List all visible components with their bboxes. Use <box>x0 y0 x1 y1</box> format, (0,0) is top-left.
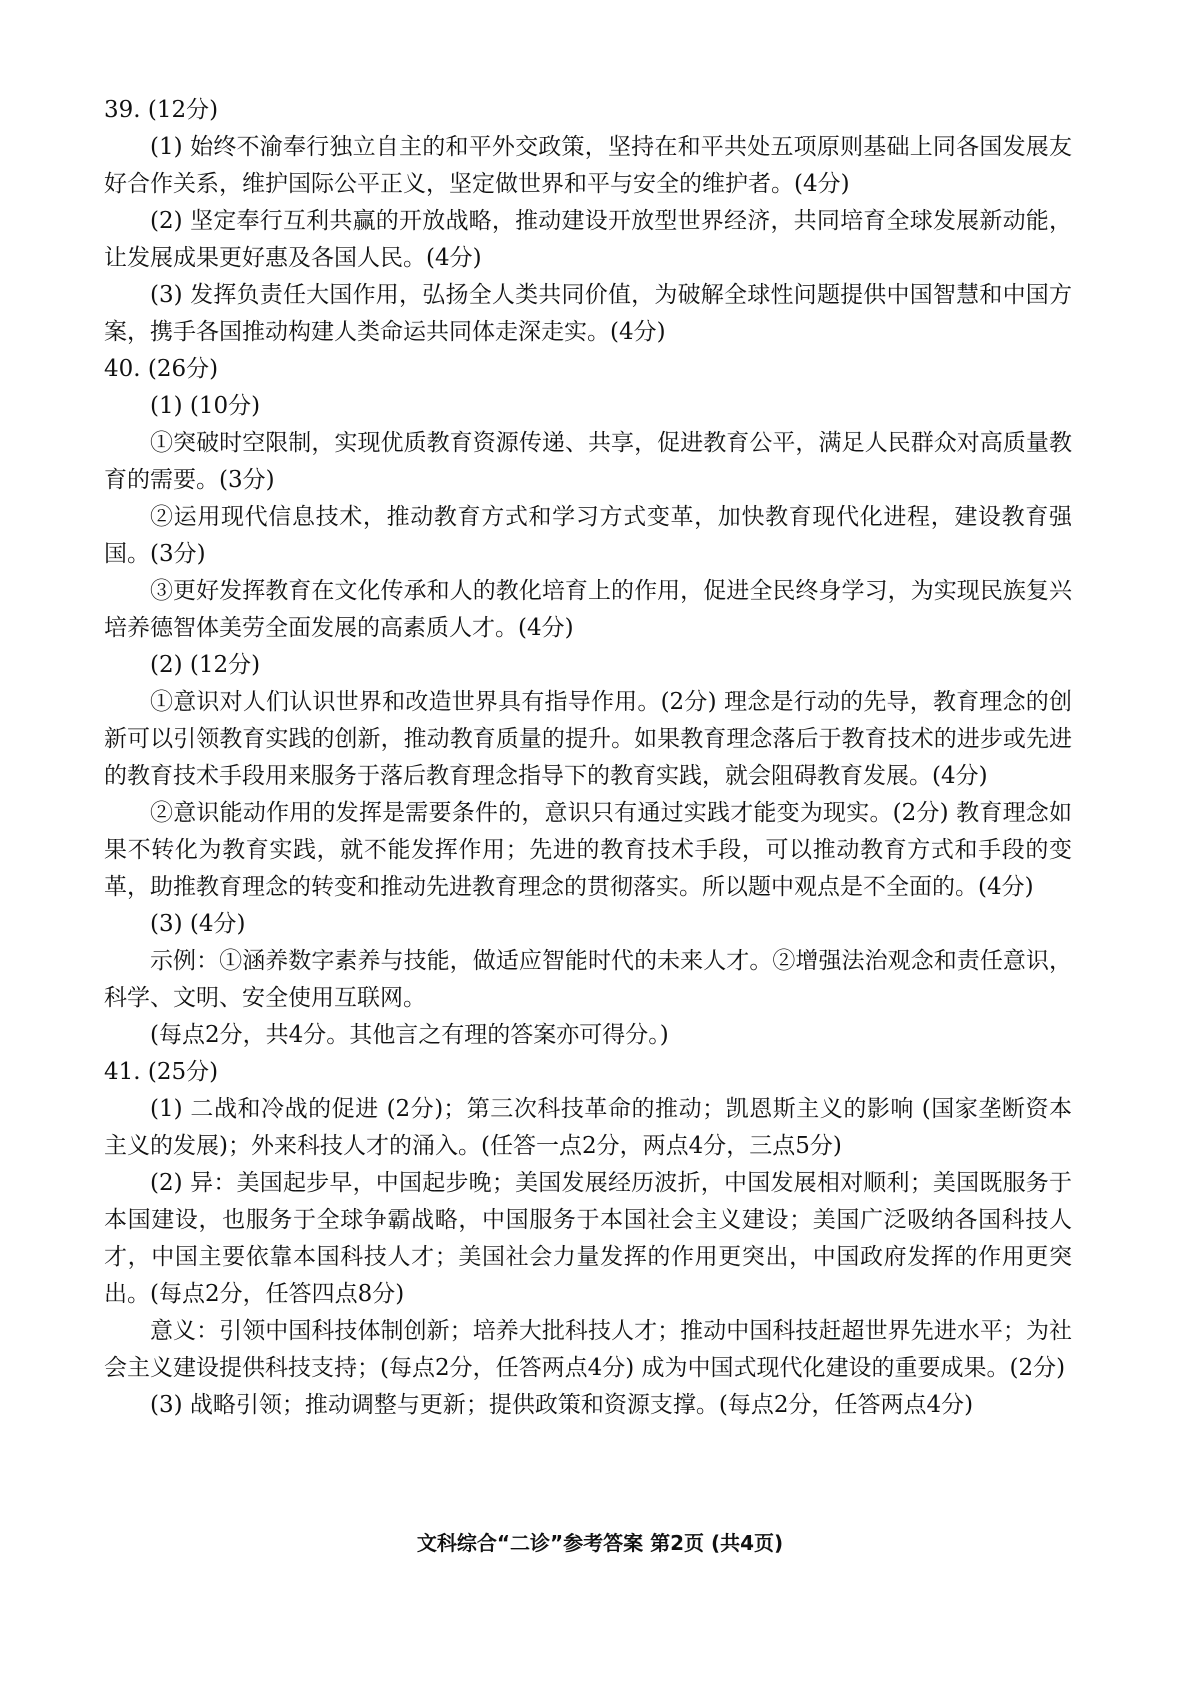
page-footer: 文科综合“二诊”参考答案 第2页 (共4页) <box>416 1531 784 1555</box>
q40-sub3-example: 示例：①涵养数字素养与技能，做适应智能时代的未来人才。②增强法治观念和责任意识，科学、文明、安全使用互联网。 <box>104 948 1072 1011</box>
q40-sub3-heading: (3) (4分) <box>150 911 246 937</box>
q39-answer-1: (1) 始终不渝奉行独立自主的和平外交政策，坚持在和平共处五项原则基础上同各国发展友好合作关系，维护国际公平正义，坚定做世界和平与安全的维护者。(4分) <box>104 134 1072 197</box>
q40-sub1-point-1: ①突破时空限制，实现优质教育资源传递、共享，促进教育公平，满足人民群众对高质量教育的需要。(3分) <box>104 430 1072 493</box>
q41-answer-1: (1) 二战和冷战的促进 (2分)；第三次科技革命的推动；凯恩斯主义的影响 (国家垄断资本主义的发展)；外来科技人才的涌入。(任答一点2分，两点4分，三点5分) <box>104 1096 1072 1159</box>
q39-heading: 39. (12分) <box>104 97 219 123</box>
q40-sub1-point-3: ③更好发挥教育在文化传承和人的教化培育上的作用，促进全民终身学习，为实现民族复兴培养德智体美劳全面发展的高素质人才。(4分) <box>104 578 1072 641</box>
q40-sub2-point-1: ①意识对人们认识世界和改造世界具有指导作用。(2分) 理念是行动的先导，教育理念的创新可以引领教育实践的创新，推动教育质量的提升。如果教育理念落后于教育技术的进步或先进的教育技术手段用来服务于落后教育理念指导下的教育实践，就会阻碍教育发展。(4分) <box>104 689 1072 789</box>
q39-answer-2: (2) 坚定奉行互利共赢的开放战略，推动建设开放型世界经济，共同培育全球发展新动能，让发展成果更好惠及各国人民。(4分) <box>104 208 1072 271</box>
q40-sub3-scoring-note: (每点2分，共4分。其他言之有理的答案亦可得分。) <box>150 1022 669 1048</box>
q39-answer-3: (3) 发挥负责任大国作用，弘扬全人类共同价值，为破解全球性问题提供中国智慧和中国方案，携手各国推动构建人类命运共同体走深走实。(4分) <box>104 282 1072 345</box>
q41-answer-3: (3) 战略引领；推动调整与更新；提供政策和资源支撑。(每点2分，任答两点4分) <box>150 1392 974 1418</box>
q40-sub1-point-2: ②运用现代信息技术，推动教育方式和学习方式变革，加快教育现代化进程，建设教育强国。(3分) <box>104 504 1072 567</box>
q40-sub1-heading: (1) (10分) <box>150 393 261 419</box>
q41-heading: 41. (25分) <box>104 1059 219 1085</box>
q40-sub2-point-2: ②意识能动作用的发挥是需要条件的，意识只有通过实践才能变为现实。(2分) 教育理念如果不转化为教育实践，就不能发挥作用；先进的教育技术手段，可以推动教育方式和手段的变革，助推教育理念的转变和推动先进教育理念的贯彻落实。所以题中观点是不全面的。(4分) <box>104 800 1073 900</box>
q40-sub2-heading: (2) (12分) <box>150 652 261 678</box>
q41-significance: 意义：引领中国科技体制创新；培养大批科技人才；推动中国科技赶超世界先进水平；为社会主义建设提供科技支持；(每点2分，任答两点4分) 成为中国式现代化建设的重要成果。(2分) <box>104 1318 1072 1381</box>
q40-heading: 40. (26分) <box>104 356 219 382</box>
q41-answer-2: (2) 异：美国起步早，中国起步晚；美国发展经历波折，中国发展相对顺利；美国既服务于本国建设，也服务于全球争霸战略，中国服务于本国社会主义建设；美国广泛吸纳各国科技人才，中国主要依靠本国科技人才；美国社会力量发挥的作用更突出，中国政府发挥的作用更突出。(每点2分，任答四点8分) <box>104 1170 1072 1307</box>
